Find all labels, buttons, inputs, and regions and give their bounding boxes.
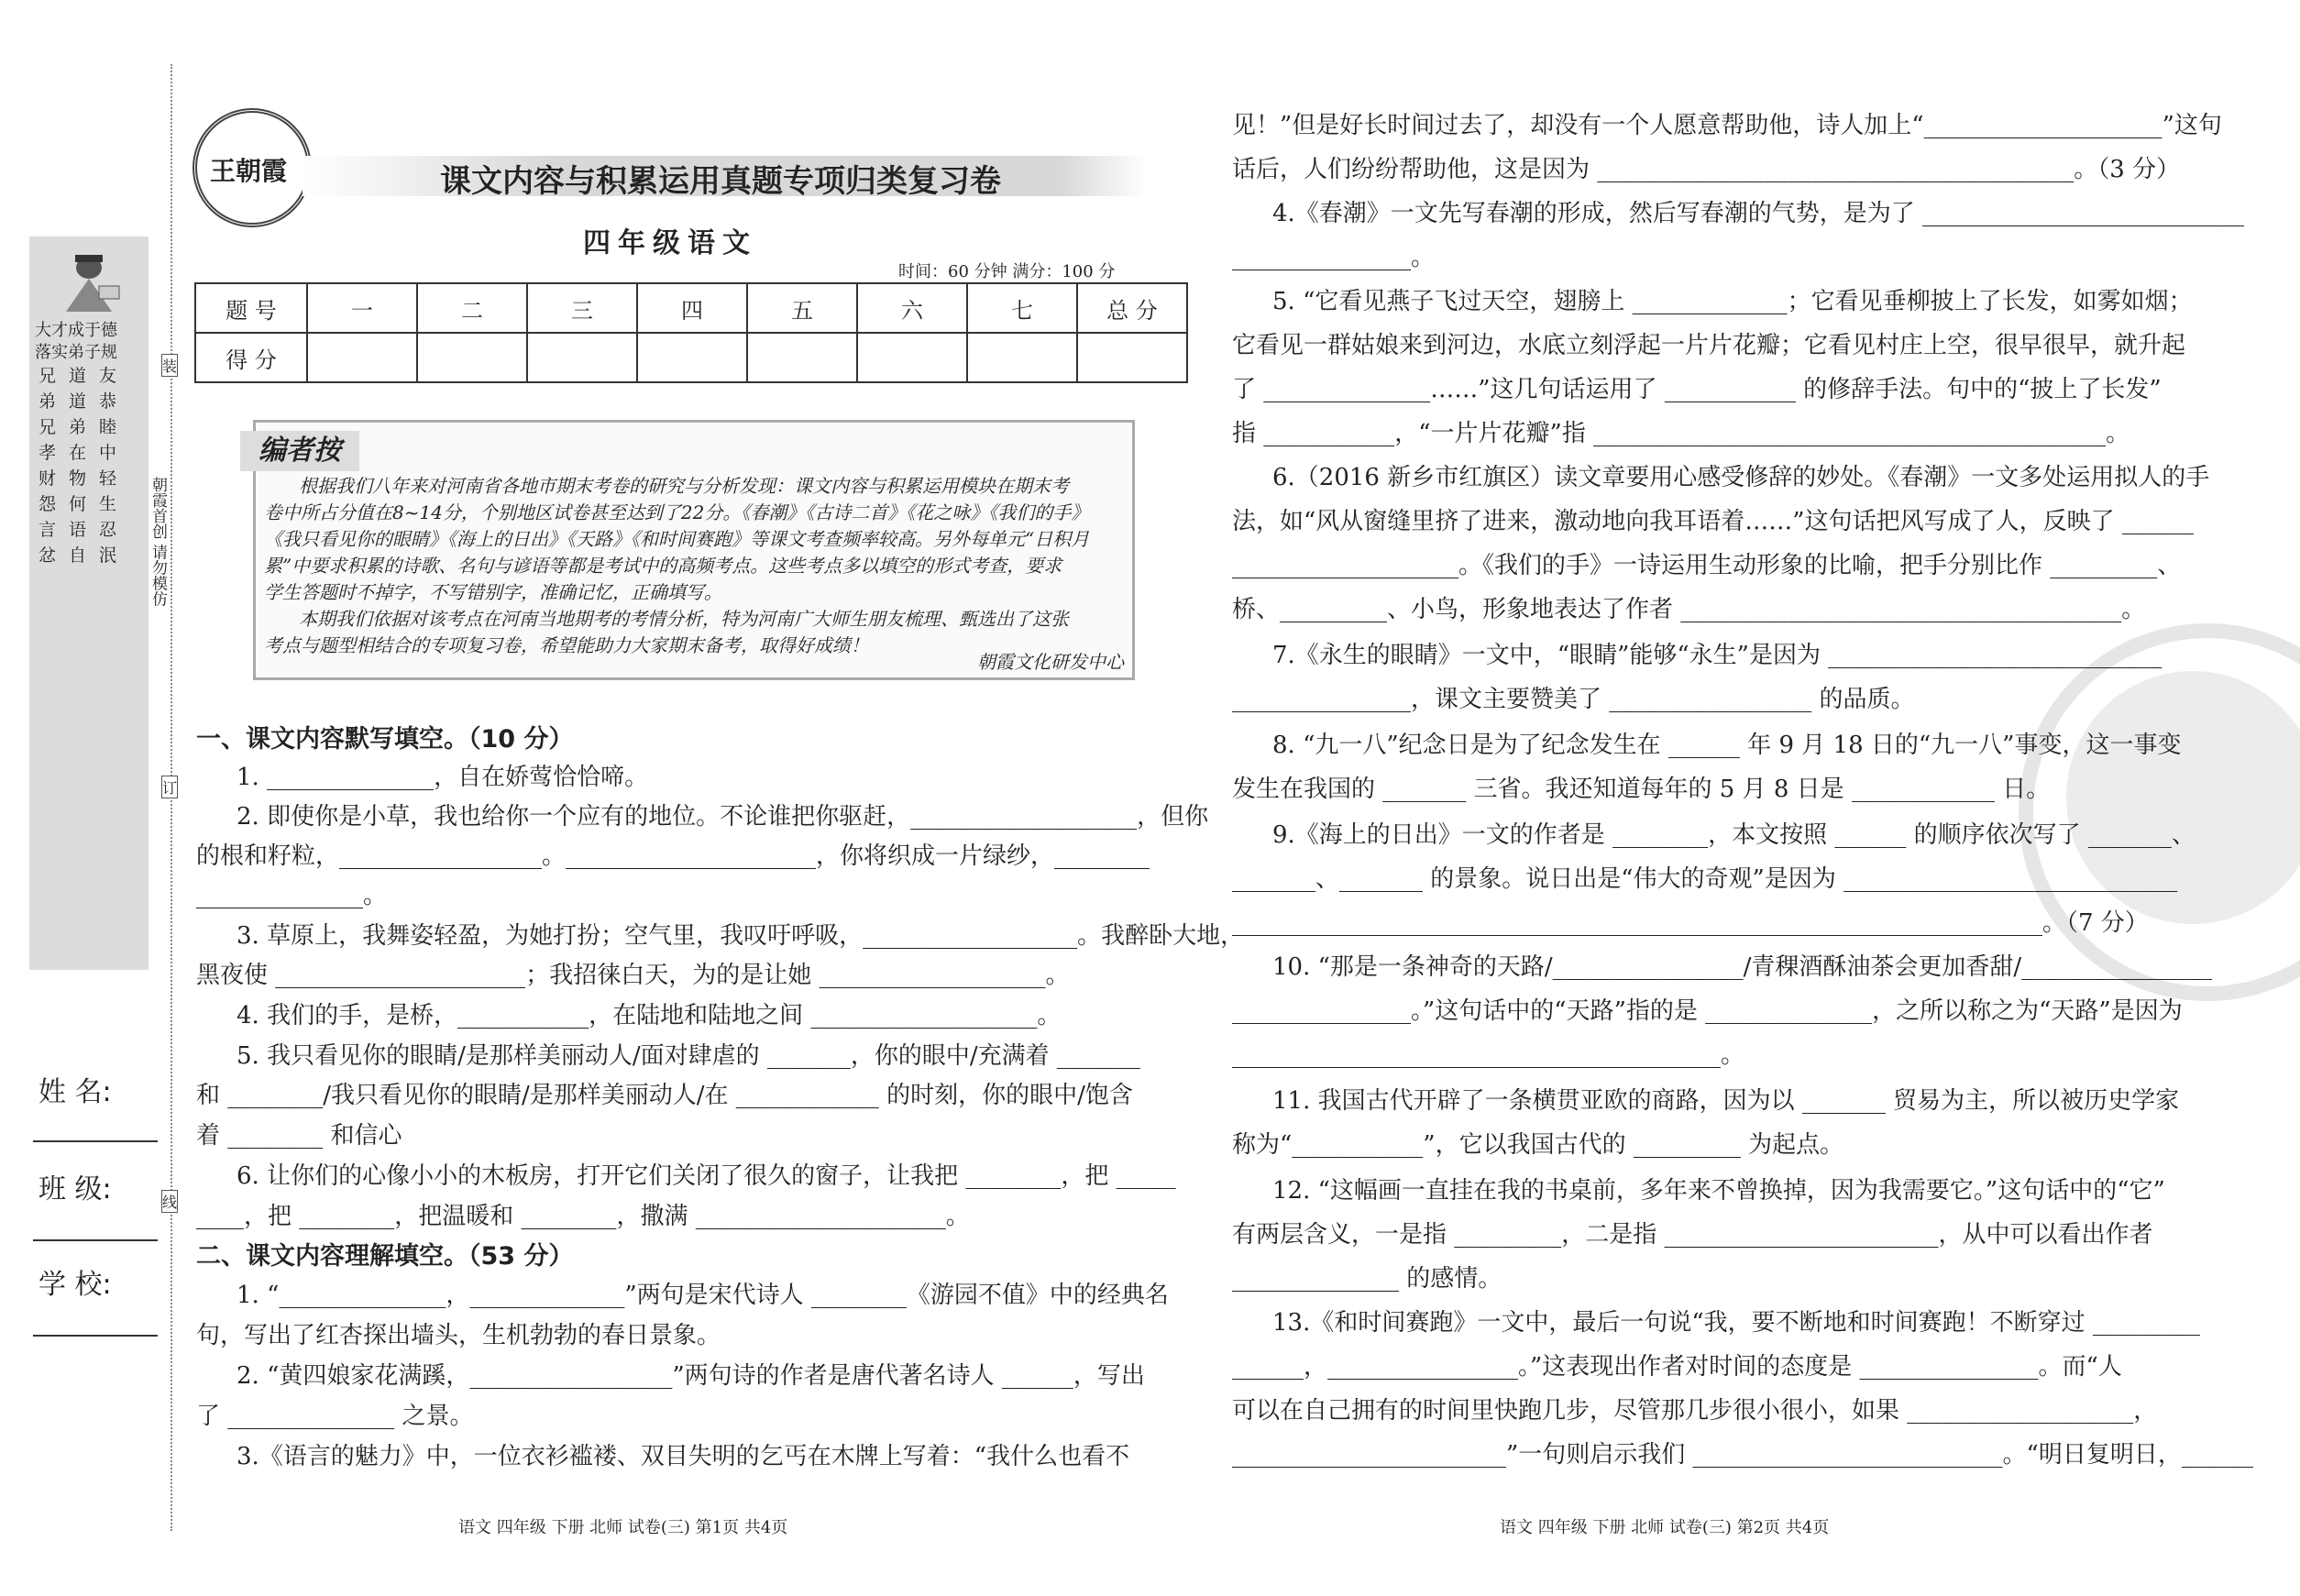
right-line: _______________________”一句则启示我们 __________________________。“明日复明日，______: [1232, 1441, 2253, 1469]
sidebar-row: 兄道友: [39, 366, 130, 386]
binding-mark: 订: [161, 776, 178, 798]
left-line: 黑夜使 _____________________；我招徕白天，为的是让她 ___________________。: [196, 962, 1070, 989]
score-cell[interactable]: [857, 333, 967, 382]
right-line: ______，________________。”这表现出作者对时间的态度是 _______________。而“人: [1232, 1353, 2122, 1381]
editor-note-line: 卷中所占分值在8~14分，个别地区试卷甚至达到了22分。《春潮》《古诗二首》《花之咏》《我们的手》: [264, 501, 1090, 523]
left-line: 3. 草原上，我舞姿轻盈，为她打扮；空气里，我叹吁呼吸，__________________。我醉卧大地，: [237, 922, 1245, 950]
score-header: 二: [417, 283, 527, 333]
right-line: 可以在自己拥有的时间里快跑几步，尽管那几步很小很小，如果 ___________________，: [1232, 1397, 2158, 1425]
time-info: 时间：60 分钟 满分：100 分: [898, 262, 1116, 281]
editor-note-line: 累”中要求积累的诗歌、名句与谚语等都是考试中的高频考点。这些考点多以填空的形式考查，要求: [264, 555, 1062, 577]
editor-note-line: 考点与题型相结合的专项复习卷，希望能助力大家期末备考，取得好成绩！: [264, 634, 869, 656]
score-header: 六: [857, 283, 967, 333]
right-footer: 语文 四年级 下册 北师 试卷(三) 第2页 共4页: [1500, 1518, 1830, 1537]
class-field[interactable]: [33, 1239, 158, 1241]
score-table: [194, 282, 1188, 383]
score-cell[interactable]: [747, 333, 857, 382]
right-line: _______________，课文主要赞美了 _________________ 的品质。: [1232, 686, 1915, 713]
right-line: 7.《永生的眼睛》一文中，“眼睛”能够“永生”是因为 ____________________________: [1272, 642, 2162, 669]
binding-mark: 装: [161, 354, 178, 377]
score-cell[interactable]: [417, 333, 527, 382]
left-line: 2. “黄四娘家花满蹊，_________________”两句诗的作者是唐代著名诗人 ______，写出: [237, 1362, 1145, 1390]
left-line: 1. ______________，自在娇莺恰恰啼。: [237, 764, 649, 791]
score-cell[interactable]: [967, 333, 1077, 382]
right-line: 10. “那是一条神奇的天路/________________/青稞酒酥油茶会更加香甜/________________: [1272, 953, 2213, 981]
left-line: 的根和籽粒，_________________。_____________________，你将织成一片绿纱，________: [196, 842, 1150, 870]
sidebar-row: 言语忍: [39, 520, 130, 540]
score-cell[interactable]: [527, 333, 637, 382]
left-line: 6. 让你们的心像小小的木板房，打开它们关闭了很久的窗子，让我把 ________，把 _____: [237, 1162, 1176, 1190]
sidebar-row: 弟道恭: [39, 391, 130, 412]
left-line: 1. “______________，_____________”两句是宋代诗人 ________《游园不值》中的经典名: [237, 1282, 1169, 1309]
right-line: 6.（2016 新乡市红旗区）读文章要用心感受修辞的妙处。《春潮》一文多处运用拟人的手: [1272, 464, 2210, 491]
right-line: _______________。: [1232, 244, 1436, 271]
editor-note-line: 《我只看见你的眼睛》《海上的日出》《天路》《和时间赛跑》等课文考查频率较高。另外每单元“日积月: [264, 528, 1090, 550]
right-line: 有两层含义，一是指 _________，二是指 _______________________，从中可以看出作者: [1232, 1221, 2153, 1249]
left-line: 3.《语言的魅力》中，一位衣衫褴褛、双目失明的乞丐在木牌上写着：“我什么也看不: [237, 1443, 1130, 1470]
right-line: 话后，人们纷纷帮助他，这是因为 ________________________________________。（3 分）: [1232, 156, 2181, 183]
left-line: 5. 我只看见你的眼睛/是那样美丽动人/面对肆虐的 _______，你的眼中/充满着 _______: [237, 1042, 1140, 1070]
editor-note-signature: 朝霞文化研发中心: [977, 651, 1124, 673]
editor-note-line: 学生答题时不掉字，不写错别字，准确记忆，正确填写。: [264, 581, 722, 603]
right-line: 8. “九一八”纪念日是为了纪念发生在 ______ 年 9 月 18 日的“九一八”事变，这一事变: [1272, 732, 2182, 759]
editor-note-line: 根据我们八年来对河南省各地市期末考卷的研究与分析发现：课文内容与积累运用模块在期末考: [299, 475, 1069, 497]
section-1-heading: 一、课文内容默写填空。（10 分）: [196, 725, 574, 754]
school-field[interactable]: [33, 1335, 158, 1337]
right-line: 11. 我国古代开辟了一条横贯亚欧的商路，因为以 _______ 贸易为主，所以被历史学家: [1272, 1087, 2180, 1115]
left-line: 句，写出了红杏探出墙头，生机勃勃的春日景象。: [196, 1322, 721, 1349]
page-subtitle: 四年级语文: [583, 227, 757, 259]
score-header: 五: [747, 283, 857, 333]
sidebar-verses: [39, 367, 145, 572]
sidebar-row: 财物轻: [39, 468, 130, 489]
right-line: _________________________________________。: [1232, 1041, 1744, 1069]
score-header: 七: [967, 283, 1077, 333]
school-label: 学 校:: [39, 1269, 112, 1301]
logo-text: 王朝霞: [210, 156, 288, 186]
right-line: _______、_______ 的景象。说日出是“伟大的奇观”是因为 ____________________________: [1232, 865, 2178, 893]
section-2-heading: 二、课文内容理解填空。（53 分）: [196, 1242, 574, 1271]
score-header-row: [195, 283, 1187, 333]
binding-side-text: 朝霞首创 请勿模仿: [149, 477, 167, 607]
right-line: 法，如“风从窗缝里挤了进来，激动地向我耳语着……”这句话把风写成了人，反映了 ______: [1232, 508, 2194, 535]
right-line: _______________。”这句话中的“天路”指的是 ______________，之所以称之为“天路”是因为: [1232, 997, 2183, 1025]
name-label: 姓 名:: [39, 1076, 112, 1108]
name-field[interactable]: [33, 1140, 158, 1142]
left-line: 了 ______________ 之景。: [196, 1403, 474, 1430]
right-line: 5. “它看见燕子飞过天空，翅膀上 _____________；它看见垂柳披上了长发，如雾如烟；: [1272, 288, 2193, 315]
score-header: 总 分: [1077, 283, 1187, 333]
binding-mark: 线: [161, 1190, 178, 1213]
sidebar-row: 兄弟睦: [39, 417, 130, 437]
score-header: 四: [637, 283, 747, 333]
score-row-label: 得 分: [195, 333, 307, 382]
right-line: 13.《和时间赛跑》一文中，最后一句说“我，要不断地和时间赛跑！不断穿过 _________: [1272, 1309, 2200, 1337]
score-cell[interactable]: [307, 333, 417, 382]
scholar-figure-icon: [55, 249, 123, 314]
left-line: 4. 我们的手，是桥，___________，在陆地和陆地之间 ___________________。: [237, 1002, 1062, 1029]
right-line: 它看见一群姑娘来到河边，水底立刻浮起一片片花瓣；它看见村庄上空，很早很早，就升起: [1232, 332, 2186, 359]
right-line: 12. “这幅画一直挂在我的书桌前，多年来不曾换掉，因为我需要它。”这句话中的“它”: [1272, 1177, 2165, 1205]
sidebar-motto-1: 大才成于德: [35, 321, 117, 340]
right-line: 4.《春潮》一文先写春潮的形成，然后写春潮的气势，是为了 ___________________________: [1272, 200, 2245, 227]
right-line: 见！”但是好长时间过去了，却没有一个人愿意帮助他，诗人加上“____________________”这句: [1232, 112, 2222, 139]
left-line: ______________。: [196, 882, 388, 909]
score-header: 一: [307, 283, 417, 333]
sidebar-row: 怨何生: [39, 494, 130, 514]
left-line: 和 ________/我只看见你的眼睛/是那样美丽动人/在 ____________ 的时刻，你的眼中/饱含: [196, 1082, 1133, 1109]
class-label: 班 级:: [39, 1173, 112, 1205]
score-cell[interactable]: [637, 333, 747, 382]
editor-note-heading: 编者按: [240, 431, 359, 471]
right-line: 了 ______________……”这几句话运用了 ___________ 的修辞手法。句中的“披上了长发”: [1232, 376, 2162, 403]
left-footer: 语文 四年级 下册 北师 试卷(三) 第1页 共4页: [458, 1518, 788, 1537]
left-line: ____，把 ________，把温暖和 ________，撒满 _____________________。: [196, 1203, 970, 1230]
right-line: 9.《海上的日出》一文的作者是 ________，本文按照 ______ 的顺序依次写了 _______、: [1272, 821, 2195, 849]
left-line: 2. 即使你是小草，我也给你一个应有的地位。不论谁把你驱赶，___________________，但你: [237, 803, 1209, 831]
editor-note-line: 本期我们依据对该考点在河南当地期考的考情分析，特为河南广大师生朋友梳理、甄选出了这张: [299, 608, 1069, 630]
right-line: 发生在我国的 _______ 三省。我还知道每年的 5 月 8 日是 ____________ 日。: [1232, 776, 2051, 803]
sidebar-row: 孝在中: [39, 443, 130, 463]
score-row: [195, 333, 1187, 382]
right-line: 桥、_________、小鸟，形象地表达了作者 _____________________________________。: [1232, 596, 2146, 623]
score-header: 三: [527, 283, 637, 333]
right-line: ___________________。《我们的手》一诗运用生动形象的比喻，把手分别比作 _________、: [1232, 552, 2182, 579]
score-header: 题 号: [195, 283, 307, 333]
logo-seal-icon: [193, 108, 312, 227]
sidebar-row: 忿自泯: [39, 545, 130, 566]
page-title: 课文内容与积累运用真题专项归类复习卷: [440, 163, 1001, 200]
sidebar-motto-2: 落实弟子规: [35, 343, 117, 362]
right-line: 称为“___________”，它以我国古代的 _________ 为起点。: [1232, 1131, 1844, 1159]
right-line: ____________________________________________________________________。（7 分）: [1232, 909, 2149, 937]
left-line: 着 ________ 和信心: [196, 1122, 402, 1150]
sidebar-panel: [29, 237, 149, 970]
right-line: 指 ___________，“一片片花瓣”指 ___________________________________________。: [1232, 420, 2130, 447]
right-line: ______________ 的感情。: [1232, 1265, 1502, 1293]
score-cell[interactable]: [1077, 333, 1187, 382]
